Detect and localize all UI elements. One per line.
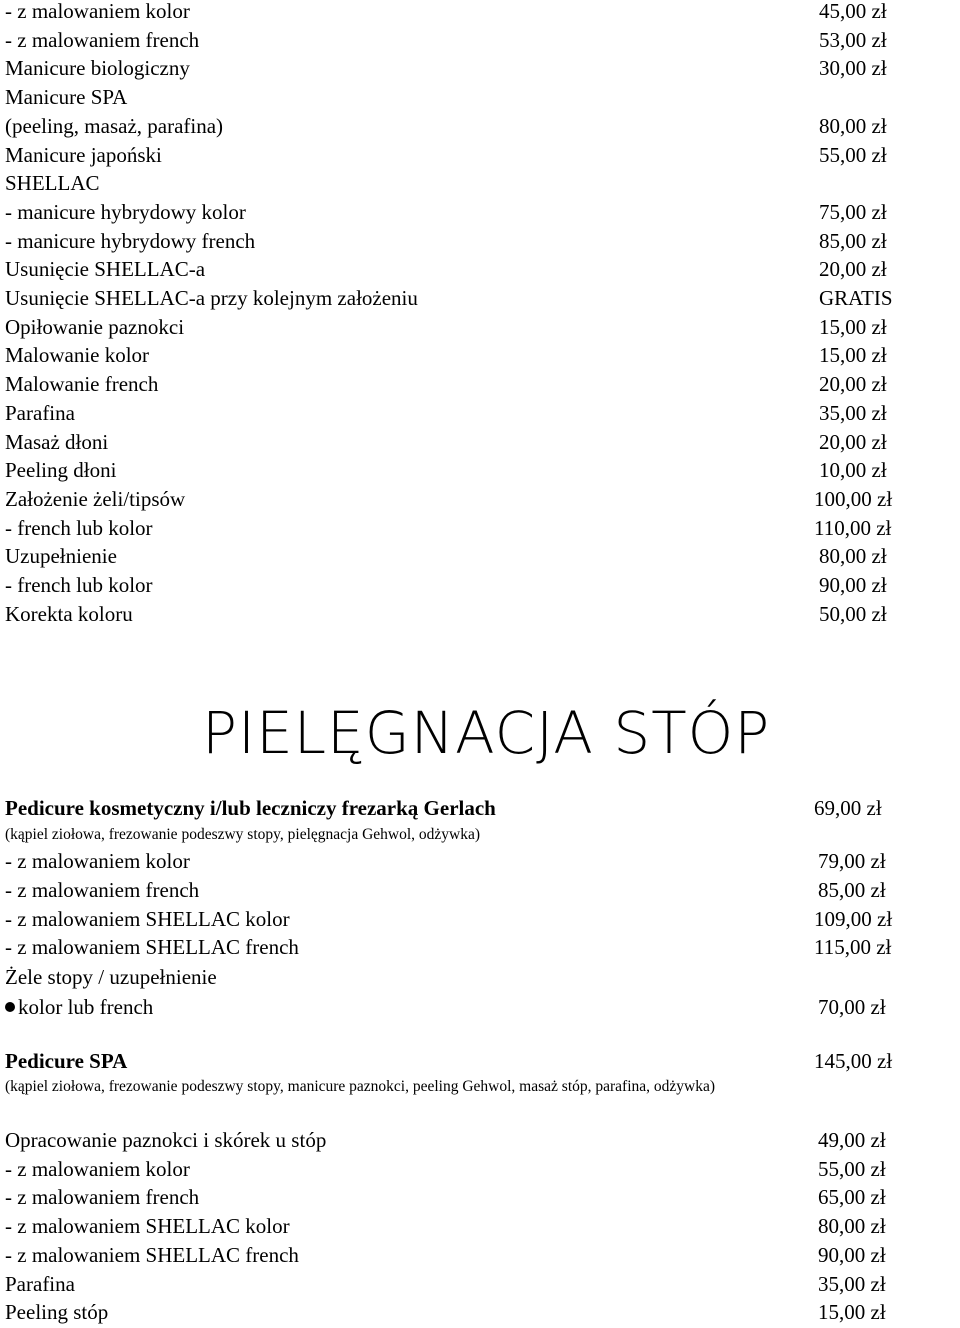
item-label: Malowanie kolor xyxy=(5,343,150,368)
gel-item-row xyxy=(5,993,910,1021)
list-item xyxy=(5,1298,910,1326)
list-item xyxy=(5,514,910,542)
item-price: 49,00 zł xyxy=(818,1128,886,1152)
item-price: 30,00 zł xyxy=(819,56,887,81)
item-label: - z malowaniem kolor xyxy=(5,1156,190,1181)
item-label: Usunięcie SHELLAC-a xyxy=(5,257,206,282)
item-label: Peeling stóp xyxy=(5,1300,109,1325)
list-item xyxy=(5,341,910,369)
item-label: - french lub kolor xyxy=(5,573,153,597)
list-item xyxy=(5,456,910,484)
list-item xyxy=(5,542,910,570)
item-label: Peeling dłoni xyxy=(5,458,117,483)
item-label: - z malowaniem SHELLAC kolor xyxy=(5,1214,290,1239)
item-price: 80,00 zł xyxy=(818,1214,886,1239)
item-label: Malowanie french xyxy=(5,372,159,397)
item-label: - z malowaniem french xyxy=(5,27,200,52)
item-label: - z malowaniem SHELLAC french xyxy=(5,1242,299,1267)
gel-item-price: 70,00 zł xyxy=(818,995,886,1019)
list-item xyxy=(5,227,910,255)
item-label: Opiłowanie paznokci xyxy=(5,314,185,339)
item-label: Parafina xyxy=(5,1271,75,1296)
item-price: 20,00 zł xyxy=(819,372,887,397)
spa-price: 145,00 zł xyxy=(814,1049,893,1073)
item-price: 15,00 zł xyxy=(818,1300,886,1325)
item-label: Korekta koloru xyxy=(5,601,133,626)
list-item xyxy=(5,284,910,312)
item-price: 65,00 zł xyxy=(818,1185,886,1210)
list-item xyxy=(5,847,910,875)
spa-label: Pedicure SPA xyxy=(5,1049,128,1073)
item-price: 10,00 zł xyxy=(819,458,887,483)
item-label: - french lub kolor xyxy=(5,515,153,540)
list-item xyxy=(5,1183,910,1211)
list-item xyxy=(5,1126,910,1154)
item-price: GRATIS xyxy=(819,286,893,310)
list-item xyxy=(5,54,910,82)
item-price: 35,00 zł xyxy=(819,400,887,425)
spa-row xyxy=(5,1047,910,1075)
pedicure-main-row xyxy=(5,794,910,822)
item-label: Manicure biologiczny xyxy=(5,56,190,81)
list-item xyxy=(5,399,910,427)
item-price: 20,00 zł xyxy=(819,257,887,282)
item-label: - z malowaniem french xyxy=(5,1185,200,1210)
list-item xyxy=(5,141,910,169)
list-item xyxy=(5,26,910,54)
item-label: - z malowaniem kolor xyxy=(5,0,190,23)
item-price: 85,00 zł xyxy=(819,228,887,253)
item-label: SHELLAC xyxy=(5,171,100,196)
item-label: - manicure hybrydowy french xyxy=(5,228,256,253)
list-item xyxy=(5,1212,910,1240)
list-item xyxy=(5,370,910,398)
item-label: - z malowaniem SHELLAC kolor xyxy=(5,906,290,931)
item-price: 79,00 zł xyxy=(818,849,886,873)
list-item xyxy=(5,0,910,25)
item-label: Manicure japoński xyxy=(5,142,162,167)
item-label: Opracowanie paznokci i skórek u stóp xyxy=(5,1128,327,1152)
item-label: Masaż dłoni xyxy=(5,429,109,454)
section-heading: PIELĘGNACJA STÓP xyxy=(202,699,771,767)
list-item xyxy=(5,198,910,226)
item-price: 100,00 zł xyxy=(814,486,893,511)
pedicure-main-label: Pedicure kosmetyczny i/lub leczniczy frezarką Gerlach xyxy=(5,796,496,820)
bullet-icon xyxy=(5,1002,15,1012)
item-price: 50,00 zł xyxy=(819,601,887,626)
item-label: Założenie żeli/tipsów xyxy=(5,486,186,511)
list-item xyxy=(5,485,910,513)
item-price: 15,00 zł xyxy=(819,314,887,339)
gel-heading: Żele stopy / uzupełnienie xyxy=(5,965,217,989)
spa-note: (kąpiel ziołowa, frezowanie podeszwy stopy, manicure paznokci, peeling Gehwol, masaż stóp, parafina, odżywka) xyxy=(5,1078,716,1095)
item-label: - z malowaniem kolor xyxy=(5,849,190,873)
gel-item-label-wrap xyxy=(5,993,153,1021)
item-price: 115,00 zł xyxy=(814,935,892,960)
list-item xyxy=(5,255,910,283)
item-price: 55,00 zł xyxy=(819,142,887,167)
pedicure-main-price: 69,00 zł xyxy=(814,796,882,820)
item-price: 75,00 zł xyxy=(819,199,887,224)
item-label: Manicure SPA xyxy=(5,85,128,110)
list-item xyxy=(5,876,910,904)
item-price: 90,00 zł xyxy=(818,1242,886,1267)
item-price: 35,00 zł xyxy=(818,1271,886,1296)
pedicure-main-note: (kąpiel ziołowa, frezowanie podeszwy stopy, pielęgnacja Gehwol, odżywka) xyxy=(5,826,481,843)
item-price: 109,00 zł xyxy=(814,906,893,931)
item-label: - manicure hybrydowy kolor xyxy=(5,199,246,224)
gel-item-label: kolor lub french xyxy=(18,995,154,1019)
item-label: Uzupełnienie xyxy=(5,544,117,569)
list-item xyxy=(5,169,910,197)
item-label: Parafina xyxy=(5,400,75,425)
item-price: 45,00 zł xyxy=(819,0,887,23)
list-item xyxy=(5,313,910,341)
item-label: (peeling, masaż, parafina) xyxy=(5,113,224,138)
list-item xyxy=(5,600,910,628)
list-item xyxy=(5,112,910,140)
list-item xyxy=(5,1155,910,1183)
item-price: 15,00 zł xyxy=(819,343,887,368)
gel-heading-row xyxy=(5,963,910,991)
item-price: 110,00 zł xyxy=(814,515,892,540)
item-price: 85,00 zł xyxy=(818,877,886,902)
item-price: 53,00 zł xyxy=(819,27,887,52)
list-item xyxy=(5,428,910,456)
item-price: 90,00 zł xyxy=(819,573,887,597)
item-price: 55,00 zł xyxy=(818,1156,886,1181)
item-price: 80,00 zł xyxy=(819,113,887,138)
list-item xyxy=(5,905,910,933)
list-item xyxy=(5,83,910,111)
item-price: 20,00 zł xyxy=(819,429,887,454)
list-item xyxy=(5,1241,910,1269)
item-label: - z malowaniem SHELLAC french xyxy=(5,935,299,960)
list-item xyxy=(5,571,910,599)
item-price: 80,00 zł xyxy=(819,544,887,569)
list-item xyxy=(5,1270,910,1298)
item-label: Usunięcie SHELLAC-a przy kolejnym założeniu xyxy=(5,286,418,310)
list-item xyxy=(5,933,910,961)
item-label: - z malowaniem french xyxy=(5,877,200,902)
